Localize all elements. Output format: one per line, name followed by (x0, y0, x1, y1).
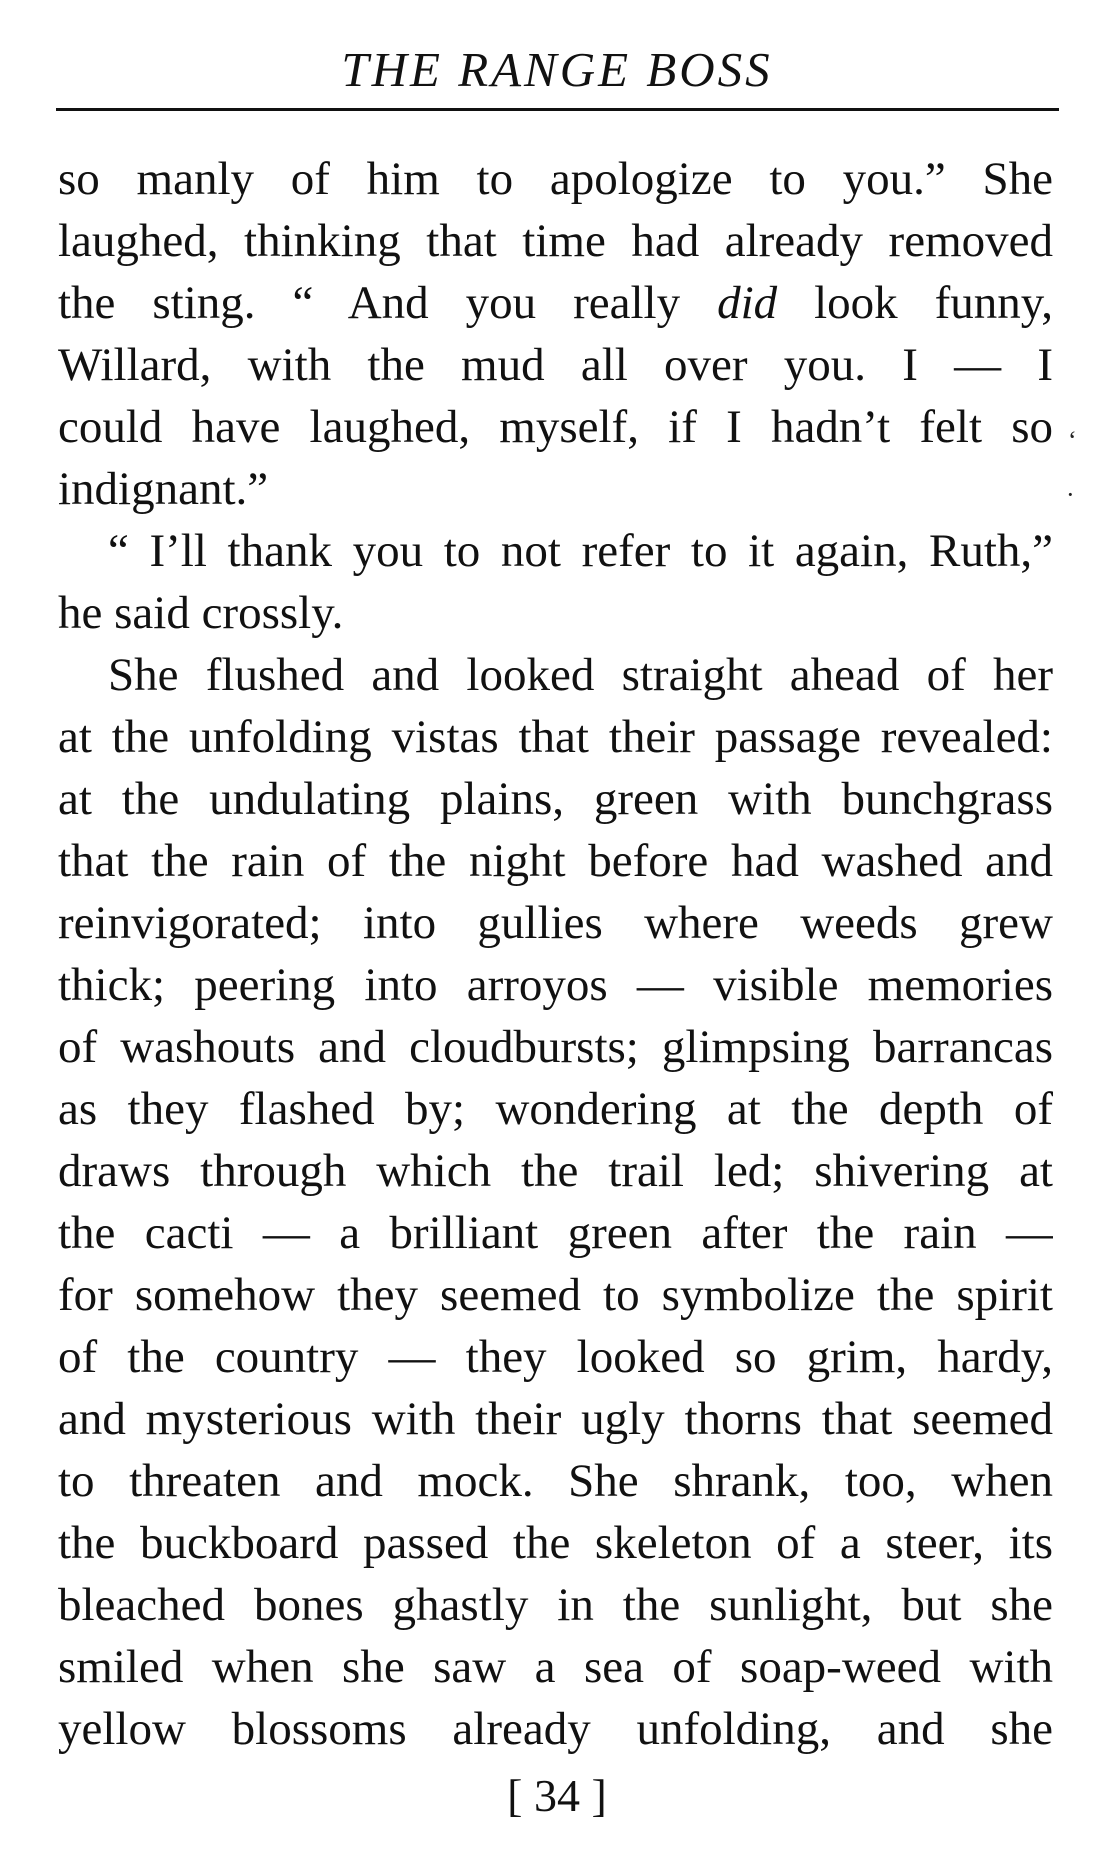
running-head-title: THE RANGE BOSS (341, 42, 773, 97)
body-text (58, 148, 1053, 1760)
text-line-1: so manly of him to apologize to you.” She (58, 153, 1053, 205)
text-line-18: the cacti — a brilliant green after the rain — (58, 1207, 1053, 1259)
text-line-7: “ I’ll thank you to not refer to it again, Ruth,” (108, 525, 1053, 577)
emphasis-did: did (717, 277, 778, 329)
text-line-26: yellow blossoms already unfolding, and she (58, 1703, 1053, 1755)
text-line-21: and mysterious with their ugly thorns that seemed (58, 1393, 1053, 1445)
text-line-16: as they flashed by; wondering at the depth of (58, 1083, 1053, 1135)
text-line-22: to threaten and mock. She shrank, too, when (58, 1455, 1053, 1507)
page-number: [ 34 ] (507, 1770, 607, 1821)
text-line-6: indignant.” (58, 463, 269, 515)
text-line-3: the sting. “ And you really did look funny, (58, 277, 1053, 329)
text-line-20: of the country — they looked so grim, hardy, (58, 1331, 1053, 1383)
text-line-23: the buckboard passed the skeleton of a steer, its (58, 1517, 1053, 1569)
text-line-5: could have laughed, myself, if I hadn’t felt so (58, 401, 1053, 453)
margin-mark: ‘ (1068, 426, 1077, 455)
margin-mark: · (1066, 480, 1075, 509)
text-line-2: laughed, thinking that time had already removed (58, 215, 1053, 267)
text-line-13: reinvigorated; into gullies where weeds grew (58, 897, 1053, 949)
text-line-17: draws through which the trail led; shivering at (58, 1145, 1053, 1197)
text-line-8: he said crossly. (58, 587, 344, 639)
header-rule (56, 108, 1059, 111)
text-line-10: at the unfolding vistas that their passage revealed: (58, 711, 1053, 763)
text-line-12: that the rain of the night before had washed and (58, 835, 1053, 887)
text-line-14: thick; peering into arroyos — visible memories (58, 959, 1053, 1011)
text-line-25: smiled when she saw a sea of soap-weed with (58, 1641, 1053, 1693)
text-line-19: for somehow they seemed to symbolize the spirit (58, 1269, 1053, 1321)
text-line-9: She flushed and looked straight ahead of her (108, 649, 1053, 701)
text-line-11: at the undulating plains, green with bunchgrass (58, 773, 1053, 825)
text-line-4: Willard, with the mud all over you. I — I (58, 339, 1053, 391)
text-line-15: of washouts and cloudbursts; glimpsing barrancas (58, 1021, 1053, 1073)
text-line-24: bleached bones ghastly in the sunlight, but she (58, 1579, 1053, 1631)
